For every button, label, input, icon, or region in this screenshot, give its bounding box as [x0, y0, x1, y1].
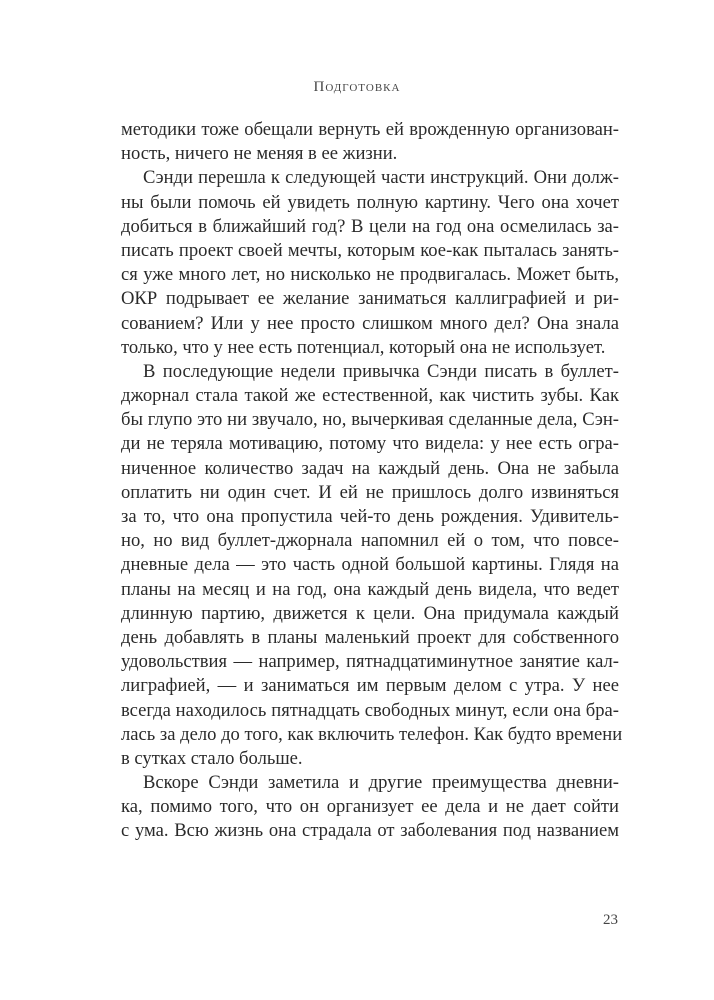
text-line: ниченное количество задач на каждый день. Она не забыла: [121, 457, 619, 479]
running-header: Подготовка: [313, 79, 401, 95]
text-line: сованием? Или у нее просто слишком много дел? Она знала: [121, 312, 619, 334]
text-line: длинную партию, движется к цели. Она придумала каждый: [121, 602, 619, 624]
text-line: писать проект своей мечты, которым кое-как пыталась занять-: [121, 239, 619, 261]
text-line: В последующие недели привычка Сэнди писать в буллет-: [143, 360, 619, 382]
text-line: ОКР подрывает ее желание заниматься каллиграфией и ри-: [121, 288, 619, 310]
text-line: всегда находилось пятнадцать свободных минут, если она бра-: [121, 699, 619, 721]
text-line: Сэнди перешла к следующей части инструкций. Они долж-: [143, 167, 619, 189]
text-line: дневные дела — это часть одной большой картины. Глядя на: [121, 554, 619, 576]
text-line: добиться в ближайший год? В цели на год она осмелилась за-: [121, 215, 619, 237]
text-line: день добавлять в планы маленький проект для собственного: [121, 626, 619, 648]
text-line: только, что у нее есть потенциал, который она не использует.: [121, 336, 606, 358]
text-line: оплатить ни один счет. И ей не пришлось долго извиняться: [121, 481, 619, 503]
text-line: в сутках стало больше.: [121, 747, 303, 769]
text-line: Вскоре Сэнди заметила и другие преимущества дневни-: [143, 772, 619, 794]
text-line: но, но вид буллет-джорнала напомнил ей о том, что повсе-: [121, 530, 619, 552]
body-text: [121, 118, 623, 844]
text-line: ди не теряла мотивацию, потому что видела: у нее есть огра-: [121, 433, 619, 455]
page-number: 23: [603, 912, 618, 928]
text-line: ся уже много лет, но нисколько не продвигалась. Может быть,: [121, 264, 619, 286]
text-line: бы глупо это ни звучало, но, вычеркивая сделанные дела, Сэн-: [121, 409, 619, 431]
text-line: за то, что она пропустила чей-то день рождения. Удивитель-: [121, 506, 619, 527]
text-line: ность, ничего не меняя в ее жизни.: [121, 143, 398, 165]
text-line: с ума. Всю жизнь она страдала от заболевания под названием: [121, 820, 619, 842]
text-line: удовольствия — например, пятнадцатиминутное занятие кал-: [121, 651, 619, 673]
text-line: планы на месяц и на год, она каждый день видела, что ведет: [121, 578, 619, 600]
text-line: лась за дело до того, как включить телефон. Как будто времени: [121, 723, 623, 745]
text-line: ны были помочь ей увидеть полную картину. Чего она хочет: [121, 191, 619, 213]
text-line: джорнал стала такой же естественной, как чистить зубы. Как: [121, 385, 619, 407]
text-line: ка, помимо того, что он организует ее дела и не дает сойти: [121, 796, 619, 818]
text-line: лиграфией, — и заниматься им первым делом с утра. У нее: [121, 675, 619, 697]
text-line: методики тоже обещали вернуть ей врожденную организован-: [121, 119, 619, 140]
